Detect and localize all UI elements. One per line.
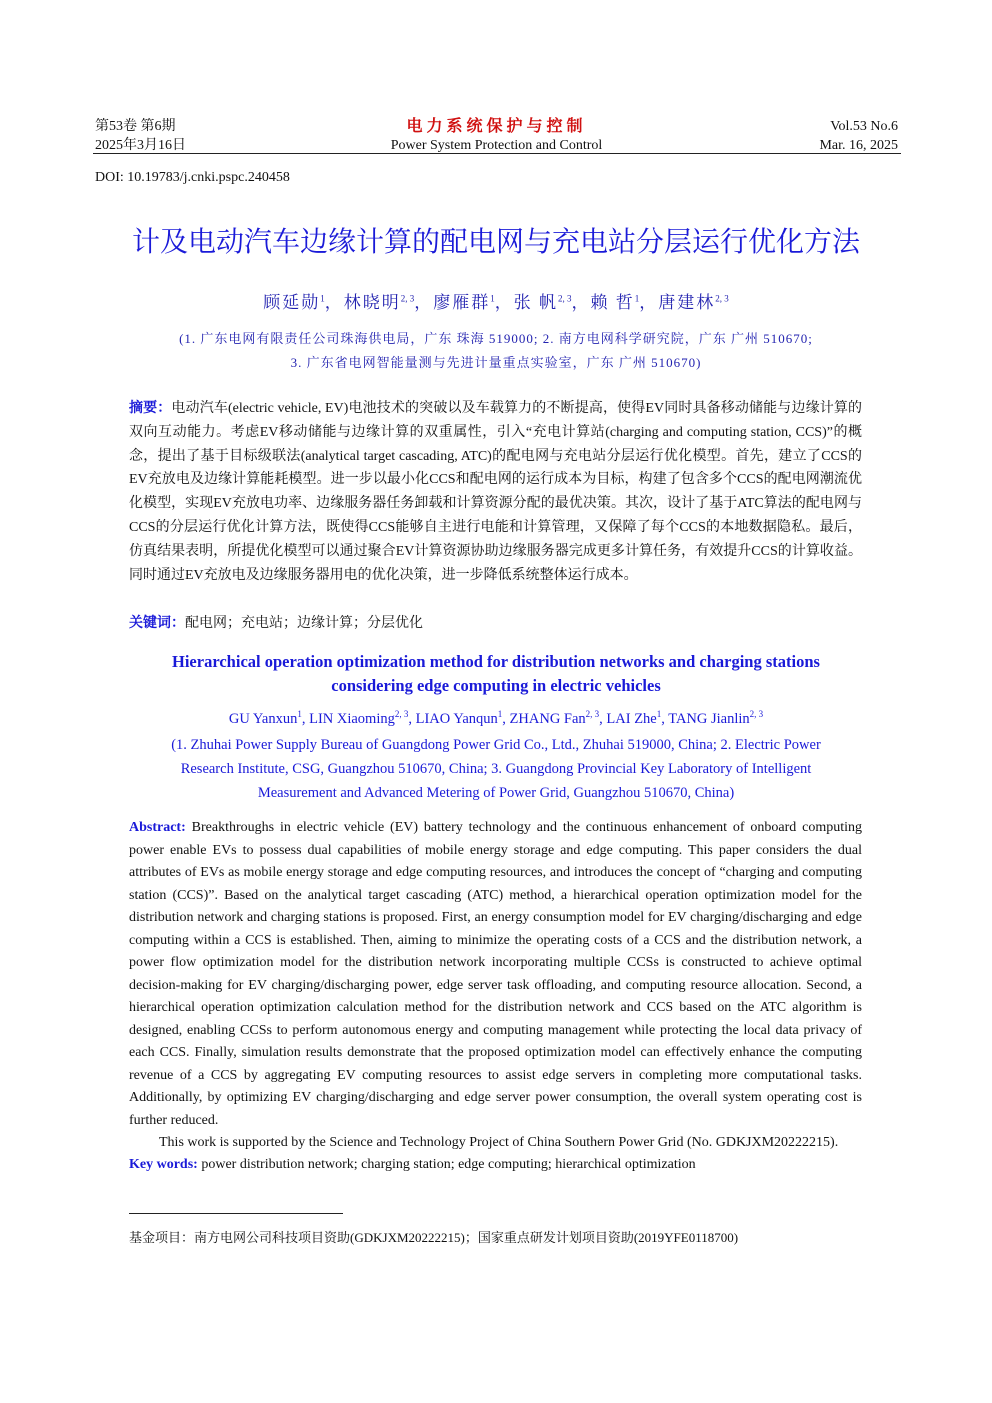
author-name: LAI Zhe [606,710,657,727]
affiliation-zh-line2: 3. 广东省电网智能量测与先进计量重点实验室，广东 广州 510670) [290,355,702,370]
header-rule [93,153,901,154]
author-name: GU Yanxun [228,710,298,727]
authors-en: GU Yanxun$^1$, LIN Xiaoming$^{2, 3}$, LIAO Yanqun$^1$, ZHANG Fan$^{2, 3}$, LAI Zhe$^1$, TANG Jianlin$^{2, 3}$ [228,709,764,727]
keywords-en-label: Key words: [129,1157,198,1172]
author-affiliation-mark: 2, 3 [400,293,415,304]
title-zh: 计及电动汽车边缘计算的配电网与充电站分层运行优化方法 [131,225,860,258]
keywords-en [129,1154,862,1177]
footnote-label: 基金项目： [129,1231,195,1246]
author-name: 张 帆 [513,293,558,312]
date-en: Mar. 16, 2025 [819,138,898,153]
footnote-rule [129,1213,343,1214]
author-name: TANG Jianlin [668,710,750,727]
abstract-zh [129,397,862,587]
date-zh: 2025年3月16日 [95,138,186,153]
author-affiliation-mark: 2, 3 [715,293,729,304]
support-en: This work is supported by the Science and Technology Project of China Southern Power Grid (No. GDKJXM20222215). [159,1135,839,1150]
author-affiliation-mark: 1 [297,709,302,719]
abstract-en-label: Abstract: [129,820,186,835]
author-affiliation-mark: 2, 3 [394,709,409,719]
author-name: 赖 哲 [590,293,635,312]
affiliation-zh-line1: (1. 广东电网有限责任公司珠海供电局，广东 珠海 519000; 2. 南方电网科学研究院，广东 广州 510670; [179,331,813,346]
authors-zh: 顾延勋$^1$，林晓明$^{2, 3}$，廖雁群$^1$，张 帆$^{2, 3}$，赖 哲$^1$，唐建林$^{2, 3}$ [263,293,729,312]
affiliations-en: (1. Zhuhai Power Supply Bureau of Guangdong Power Grid Co., Ltd., Zhuhai 519000, China; 2. Electric Power Research Institute, CSG, Guangzhou 510670, China; 3. Guangdong Provincial Key Laboratory of Intelligent Measurement and Advanced Metering of Power Grid, Guangzhou 510670, China) [171,737,821,801]
author-affiliation-mark: 1 [656,709,662,719]
title-en-line1: Hierarchical operation optimization method for distribution networks and charging stations [172,652,820,671]
author-affiliation-mark: 2, 3 [585,709,600,719]
doi[interactable]: DOI: 10.19783/j.cnki.pspc.240458 [95,170,290,185]
journal-name-en: Power System Protection and Control [390,138,603,153]
keywords-zh [129,612,862,636]
volume-issue-zh: 第53卷 第6期 [95,119,176,134]
author-affiliation-mark: 1 [490,293,495,304]
title-en-line2: considering edge computing in electric vehicles [331,676,661,695]
author-affiliation-mark: 1 [634,293,640,304]
author-affiliation-mark: 1 [320,293,325,304]
journal-name-zh: 电力系统保护与控制 [406,118,587,135]
author-name: LIN Xiaoming [309,710,395,727]
author-name: 顾延勋 [263,293,321,312]
keywords-zh-label: 关键词： [129,616,185,631]
author-affiliation-mark: 2, 3 [749,709,764,719]
author-name: ZHANG Fan [509,710,586,727]
keywords-zh-text: 配电网；充电站；边缘计算；分层优化 [185,616,423,631]
title-en [0,650,992,698]
abstract-zh-label: 摘要： [129,401,172,416]
author-name: 唐建林 [658,293,716,312]
abstract-en [129,817,862,1132]
author-affiliation-mark: 2, 3 [558,293,572,304]
abstract-en-text: Breakthroughs in electric vehicle (EV) battery technology and the continuous enhancement of onboard computing power enable EVs to possess dual capabilities of mobile energy storage and edge computing. This paper considers the dual attributes of EVs as mobile energy storage and edge computing resources, and introduces the concept of “charging and computing station (CCS)”. Based on the analytical target cascading (ATC) method, a hierarchical operation optimization model for the distribution network and charging stations is proposed. First, an energy consumption model for EV charging/discharging and edge computing within a CCS is established. Then, aiming to minimize the operating costs of a CCS and the distribution network, a power flow optimization model for the distribution network incorporating multiple CCSs is constructed to achieve optimal decision-making for EV charging/discharging power, edge server task offloading, and computing resource allocation. Second, a hierarchical operation optimization calculation method for the distribution network and CCS based on the ATC algorithm is designed, enabling CCSs to perform autonomous energy and computing management while protecting the local data privacy of each CCS. Finally, simulation results demonstrate that the proposed optimization model can effectively enhance the computing revenue of a CCS by aggregating EV computing resources to assist edge servers in completing more computational tasks. Additionally, by optimizing EV charging/discharging and edge server power consumption, the overall system operating cost is further reduced. [129,820,863,1128]
keywords-en-text: power distribution network; charging station; edge computing; hierarchical optimization [201,1157,696,1172]
author-name: 廖雁群 [433,293,491,312]
footnote-text: 南方电网公司科技项目资助(GDKJXM20222215)；国家重点研发计划项目资助(2019YFE0118700) [194,1230,739,1245]
author-name: 林晓明 [343,293,401,312]
abstract-zh-text: 电动汽车(electric vehicle, EV)电池技术的突破以及车载算力的不断提高，使得EV同时具备移动储能与边缘计算的双向互动能力。考虑EV移动储能与边缘计算的双重属性，引入“充电计算站(charging and computing station, CCS)”的概念，提出了基于目标级联法(analytical target cascading, ATC)的配电网与充电站分层运行优化模型。首先，建立了CCS的EV充放电及边缘计算能耗模型。进一步以最小化CCS和配电网的运行成本为目标，构建了包含多个CCS的配电网潮流优化模型，实现EV充放电功率、边缘服务器任务卸载和计算资源分配的最优决策。其次，设计了基于ATC算法的配电网与CCS的分层运行优化计算方法，既使得CCS能够自主进行电能和计算管理，又保障了每个CCS的本地数据隐私。最后，仿真结果表明，所提优化模型可以通过聚合EV计算资源协助边缘服务器完成更多计算任务，有效提升CCS的计算收益。同时通过EV充放电及边缘服务器用电的优化决策，进一步降低系统整体运行成本。 [129,401,862,583]
author-name: LIAO Yanqun [415,710,498,727]
author-affiliation-mark: 1 [497,709,503,719]
volume-issue-en: Vol.53 No.6 [830,119,898,134]
funding-footnote [129,1227,738,1246]
